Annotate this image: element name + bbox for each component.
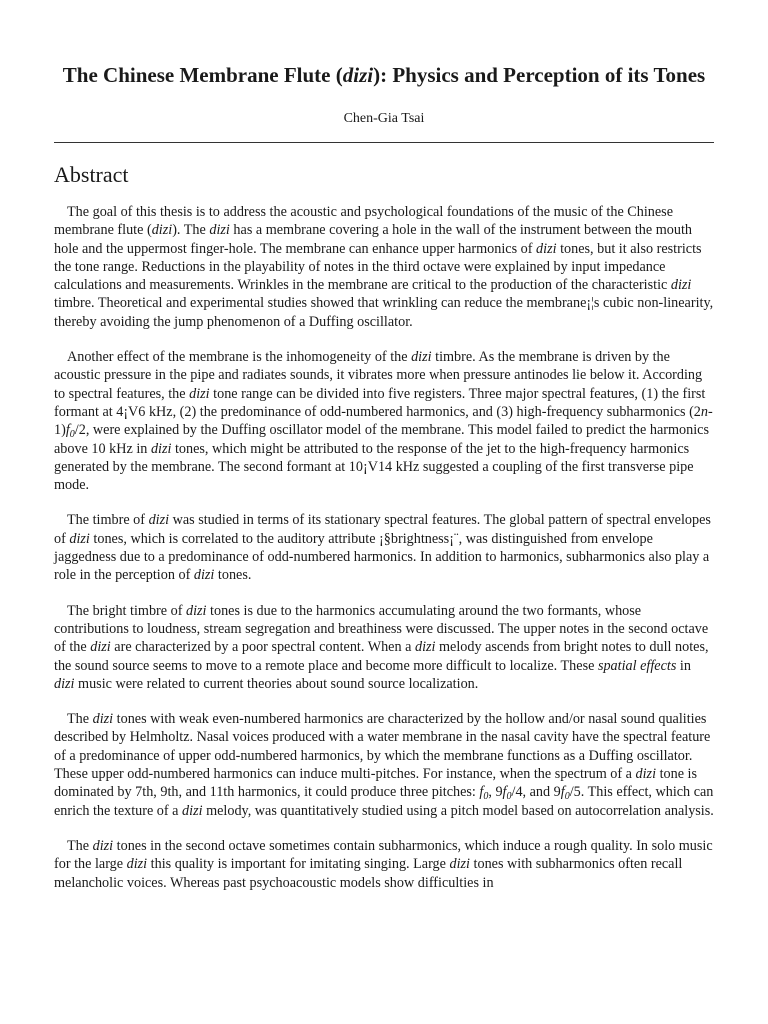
- italic-text: dizi: [92, 711, 114, 728]
- italic-text: dizi: [182, 802, 203, 819]
- paragraph-text: timbre. As the membrane is driven by the acoustic pressure in the pipe and radiates sounds, it vibrates more when pressure antinodes lie below it. According to spectral features, the: [54, 349, 703, 402]
- abstract-body: [54, 203, 714, 892]
- paragraph-text: are characterized by a poor spectral content. When a: [110, 639, 415, 656]
- paragraph-text: The: [67, 837, 93, 854]
- paragraph-text: this quality is important for imitating singing. Large: [147, 856, 450, 873]
- paragraph-text: The bright timbre of: [67, 602, 186, 619]
- paragraph-text: timbre. Theoretical and experimental studies showed that wrinkling can reduce the membrane¡¦s cubic non-linearity, thereby avoiding the jump phenomenon of a Duffing oscillator.: [54, 295, 714, 330]
- italic-text: dizi: [209, 222, 230, 239]
- paragraph-text: Another effect of the membrane is the inhomogeneity of the: [67, 349, 412, 366]
- paragraph-text: was studied in terms of its stationary spectral features. The global pattern of spectral envelopes of: [54, 512, 711, 547]
- paragraph-text: tones is due to the harmonics accumulating around the two formants, whose contributions to loudness, stream segregation and breathiness were discussed. The upper notes in the second octave of the: [54, 602, 709, 656]
- italic-text: spatial effects: [597, 657, 677, 674]
- abstract-paragraph: [54, 602, 714, 693]
- paragraph-text: tones in the second octave sometimes contain subharmonics, which induce a rough quality. In solo music for the large: [54, 837, 713, 873]
- paragraph-text: music were related to current theories about sound source localization.: [74, 675, 479, 692]
- subscript-text: 0: [69, 429, 75, 441]
- paragraph-text: /4, and 9: [511, 784, 561, 801]
- title-italic-term: dizi: [342, 63, 374, 87]
- paragraph-text: -1): [54, 403, 713, 439]
- abstract-paragraph: [54, 348, 714, 494]
- paragraph-text: The timbre of: [67, 512, 149, 529]
- subscript-text: 0: [483, 791, 489, 803]
- italic-text: dizi: [414, 639, 436, 656]
- abstract-paragraph: [54, 710, 714, 820]
- italic-text: f: [65, 422, 70, 439]
- paragraph-text: tones with subharmonics often recall melancholic voices. Whereas past psychoacoustic models show difficulties in: [54, 856, 683, 891]
- abstract-paragraph: [54, 203, 714, 331]
- paragraph-text: tone range can be divided into five registers. Three major spectral features, (1) the first formant at 4¡V6 kHz, (2) the predominance of odd-numbered harmonics, and (3) high-frequency subharmonics (2: [54, 385, 706, 420]
- paragraph-text: /5. This effect, which can enrich the texture of a: [54, 784, 714, 819]
- paragraph-text: The: [67, 711, 93, 728]
- paragraph-text: /2, were explained by the Duffing oscillator model of the membrane. This model failed to predict the harmonics above 10 kHz in: [54, 422, 709, 457]
- paragraph-text: tones, which might be attributed to the response of the jet to the high-frequency harmonics generated by the membrane. The second formant at 10¡V14 kHz suggested a coupling of the first transverse pipe mode.: [54, 440, 694, 494]
- title-text-end: ): Physics and Perception of its Tones: [373, 63, 706, 87]
- italic-text: dizi: [126, 856, 148, 873]
- paragraph-text: tones with weak even-numbered harmonics are characterized by the hollow and/or nasal sound qualities described by Helmholtz. Nasal voices produced with a water membrane in the nasal cavity have the spectral feature of a predominance of upper odd-numbered harmonics, by which the membrane functions as a Duffing oscillator. These upper odd-numbered harmonics can induce multi-pitches. For instance, when the spectrum of a: [54, 711, 711, 783]
- italic-text: dizi: [193, 567, 215, 584]
- title-text-start: The Chinese Membrane Flute (: [62, 63, 343, 87]
- italic-text: dizi: [151, 222, 173, 239]
- paragraph-text: tones, which is correlated to the auditory attribute ¡§brightness¡¨, was distinguished from envelope jaggedness due to a predominance of odd-numbered harmonics. In addition to harmonics, subharmonics also play a role in the perception of: [54, 530, 710, 584]
- section-heading: Abstract: [54, 162, 129, 187]
- italic-text: dizi: [635, 766, 657, 783]
- paragraph-text: , 9: [488, 784, 503, 801]
- title-divider: [54, 142, 714, 143]
- subscript-text: 0: [564, 791, 570, 803]
- subscript-text: 0: [506, 791, 512, 803]
- italic-text: dizi: [92, 837, 114, 854]
- italic-text: f: [560, 784, 565, 801]
- italic-text: dizi: [411, 349, 432, 366]
- abstract-paragraph: [54, 511, 714, 584]
- paragraph-text: in: [676, 657, 691, 674]
- paragraph-text: melody ascends from bright notes to dull notes, the sound source seems to move to a remote place and become more difficult to localize. These: [54, 639, 709, 674]
- italic-text: dizi: [54, 675, 75, 692]
- paragraph-text: The goal of this thesis is to address the acoustic and psychological foundations of the music of the Chinese membrane flute (: [54, 204, 673, 239]
- abstract-paragraph: [54, 837, 714, 892]
- italic-text: f: [479, 784, 484, 801]
- paragraph-text: tones.: [214, 567, 252, 584]
- italic-text: dizi: [189, 385, 210, 402]
- italic-text: dizi: [449, 856, 470, 873]
- italic-text: dizi: [90, 639, 111, 656]
- italic-text: f: [502, 784, 507, 801]
- italic-text: dizi: [69, 530, 90, 547]
- italic-text: dizi: [536, 240, 557, 257]
- paragraph-text: melody, was quantitatively studied using a pitch model based on autocorrelation analysis.: [202, 802, 714, 819]
- paragraph-text: tones, but it also restricts the tone range. Reductions in the playability of notes in the third octave were explained by input impedance calculations and measurements. Wrinkles in the membrane are critical to the production of the characteristic: [54, 240, 702, 294]
- paragraph-text: ). The: [172, 222, 210, 239]
- italic-text: dizi: [150, 440, 172, 457]
- paragraph-text: tone is dominated by 7th, 9th, and 11th harmonics, it could produce three pitches:: [54, 766, 697, 801]
- paper-title: [54, 0, 714, 89]
- author-name: Chen-Gia Tsai: [343, 111, 425, 126]
- italic-text: dizi: [148, 512, 170, 529]
- italic-text: n: [700, 403, 708, 420]
- paragraph-text: has a membrane covering a hole in the wall of the instrument between the mouth hole and the uppermost finger-hole. The membrane can enhance upper harmonics of: [54, 222, 693, 257]
- italic-text: dizi: [186, 602, 207, 619]
- italic-text: dizi: [670, 277, 692, 294]
